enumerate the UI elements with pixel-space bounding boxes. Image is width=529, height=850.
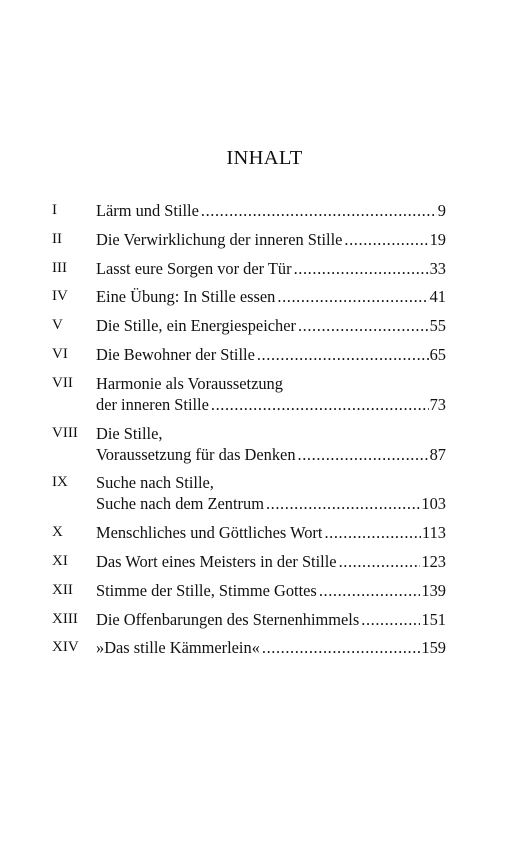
toc-entry[interactable]: [52, 609, 446, 630]
toc-entry[interactable]: [52, 229, 446, 250]
page-number: 151: [421, 609, 446, 629]
chapter-title: Die Verwirklichung der inneren Stille .....: [96, 229, 429, 250]
chapter-number: I: [52, 202, 57, 218]
table-of-contents: [52, 200, 446, 666]
page-number: 73: [429, 394, 446, 414]
chapter-number: V: [52, 317, 63, 334]
chapter-title-continued: Voraussetzung für das Denken .....: [96, 444, 429, 465]
toc-entry[interactable]: [52, 472, 446, 514]
chapter-number: XII: [52, 581, 73, 598]
page-number: 139: [421, 580, 446, 600]
chapter-number: II: [52, 230, 62, 247]
chapter-title: Lärm und Stille .....: [96, 200, 437, 221]
chapter-number: VII: [52, 374, 73, 391]
page-number: 9: [437, 201, 446, 220]
toc-entry[interactable]: [52, 522, 446, 543]
page-number: 103: [421, 494, 446, 514]
toc-entry[interactable]: [52, 258, 446, 279]
chapter-number: IV: [52, 288, 68, 305]
chapter-title: Suche nach Stille,: [96, 473, 214, 493]
toc-entry[interactable]: [52, 580, 446, 601]
toc-entry[interactable]: [52, 373, 446, 415]
page-number: 159: [421, 638, 446, 658]
page-number: 123: [421, 551, 446, 571]
page-number: 33: [429, 258, 446, 278]
chapter-title: Lasst eure Sorgen vor der Tür .....: [96, 258, 429, 279]
page-number: 87: [429, 444, 446, 464]
chapter-title-continued: Suche nach dem Zentrum .....: [96, 493, 420, 514]
chapter-title: Menschliches und Göttliches Wort .....: [96, 522, 421, 543]
chapter-title: Die Bewohner der Stille .....: [96, 344, 429, 365]
toc-entry[interactable]: [52, 637, 446, 658]
page-number: 65: [429, 344, 446, 364]
chapter-number: VIII: [52, 424, 78, 441]
chapter-number: XIV: [52, 639, 79, 656]
chapter-title: Stimme der Stille, Stimme Gottes .....: [96, 580, 420, 601]
page-title: INHALT: [226, 147, 303, 169]
chapter-title: »Das stille Kämmerlein« .....: [96, 637, 420, 658]
chapter-number: XIII: [52, 610, 78, 627]
chapter-number: X: [52, 524, 63, 541]
chapter-title: Das Wort eines Meisters in der Stille .....: [96, 551, 420, 572]
chapter-title: Eine Übung: In Stille essen .....: [96, 286, 429, 307]
page-number: 41: [429, 287, 446, 307]
chapter-title: Harmonie als Voraussetzung: [96, 373, 283, 393]
chapter-title: Die Stille, ein Energiespeicher .....: [96, 315, 429, 336]
page-number: 19: [429, 229, 446, 249]
page-number: 55: [429, 316, 446, 336]
toc-entry[interactable]: [52, 551, 446, 572]
chapter-title: Die Offenbarungen des Sternenhimmels .....: [96, 609, 420, 630]
chapter-number: III: [52, 259, 67, 276]
toc-entry[interactable]: [52, 423, 446, 465]
chapter-number: IX: [52, 474, 68, 491]
page-number: 113: [422, 523, 446, 543]
chapter-title-continued: der inneren Stille .....: [96, 394, 429, 415]
chapter-title: Die Stille,: [96, 423, 163, 443]
toc-entry[interactable]: [52, 286, 446, 307]
chapter-number: XI: [52, 552, 68, 569]
toc-entry[interactable]: [52, 200, 446, 221]
chapter-number: VI: [52, 345, 68, 362]
toc-entry[interactable]: [52, 315, 446, 336]
toc-entry[interactable]: [52, 344, 446, 365]
